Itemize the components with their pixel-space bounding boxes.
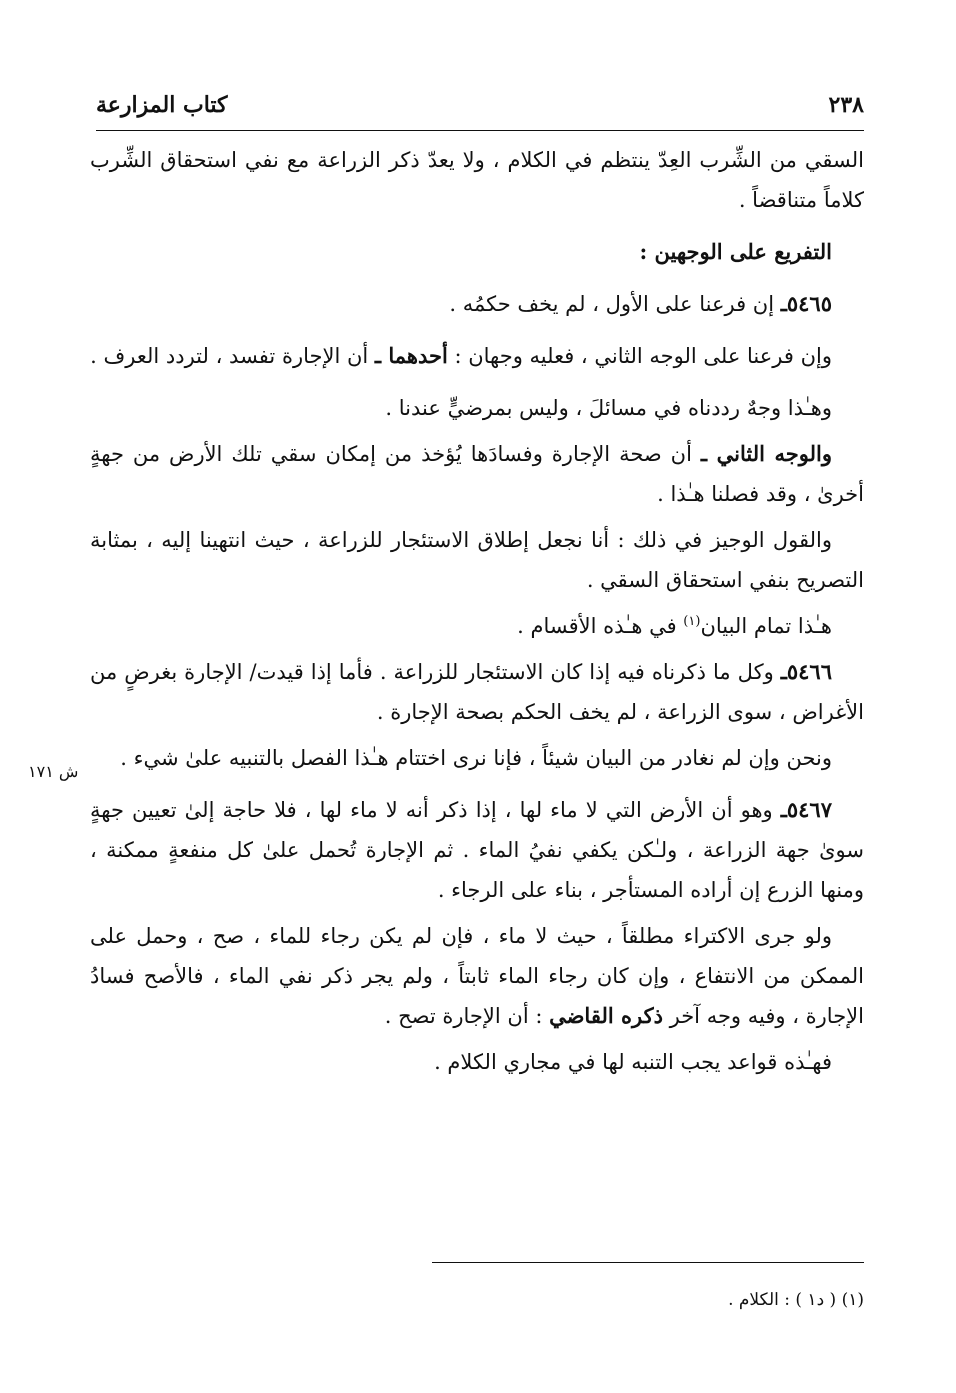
paragraph-text: والقول الوجيز في ذلك : أنا نجعل إطلاق الاستئجار للزراعة ، حيث انتهينا إليه ، بمثابة التصريح بنفي استحقاق السقي . bbox=[90, 528, 864, 592]
section-heading-text: التفريع على الوجهين : bbox=[639, 239, 832, 264]
bold-term: أحدهما ـ bbox=[374, 343, 448, 368]
paragraph-text: في هـٰذه الأقسام . bbox=[517, 614, 684, 638]
issue-number: ٥٤٦٥ـ bbox=[780, 291, 832, 316]
paragraph bbox=[90, 520, 864, 600]
paragraph bbox=[90, 388, 864, 428]
paragraph-text: أن صحة الإجارة وفسادَها يُؤخذ من إمكان سقي تلك الأرض من جهةٍ أخرىٰ ، وقد فصلنا هـٰذا . bbox=[90, 442, 864, 506]
paragraph bbox=[90, 434, 864, 514]
paragraph-text: وكل ما ذكرناه فيه إذا كان الاستئجار للزراعة . فأما إذا قيدت/ الإجارة بغرضٍ من الأغراض ، سوى الزراعة ، لم يخف الحكم بصحة الإجارة . bbox=[90, 660, 864, 724]
bold-term: والوجه الثاني ـ bbox=[700, 441, 832, 466]
paragraph bbox=[90, 606, 864, 646]
paragraph-text: : أن الإجارة تصح . bbox=[384, 1004, 550, 1028]
paragraph-text: فهـٰذه قواعد يجب التنبه لها في مجاري الكلام . bbox=[434, 1050, 832, 1074]
paragraph bbox=[90, 1042, 864, 1082]
paragraph bbox=[90, 916, 864, 1036]
paragraph bbox=[90, 284, 864, 324]
paragraph-text: السقي من الشِّرب العِدّ ينتظم في الكلام ، ولا يعدّ ذكر الزراعة مع نفي استحقاق الشِّرب كلاماً متناقضاً . bbox=[90, 148, 864, 212]
body-text bbox=[90, 140, 864, 1094]
paragraph bbox=[90, 140, 864, 220]
paragraph bbox=[90, 790, 864, 910]
issue-number: ٥٤٦٧ـ bbox=[780, 797, 832, 822]
paragraph-text: وإن فرعنا على الوجه الثاني ، فعليه وجهان : bbox=[447, 344, 832, 368]
paragraph-text: إن فرعنا على الأول ، لم يخف حكمُه . bbox=[449, 292, 781, 316]
page-number: ٢٣٨ bbox=[828, 92, 864, 118]
footnote-marker: (١) bbox=[683, 614, 701, 629]
paragraph-text: هـٰذا تمام البيان bbox=[700, 614, 832, 638]
paragraph-text: ولو جرى الاكتراء مطلقاً ، حيث لا ماء ، فإن لم يكن رجاء للماء ، صح ، وحمل على الممكن من الانتفاع ، وإن كان رجاء الماء ثابتاً ، ولم يجر ذكر نفي الماء ، فالأصح فسادُ الإجارة ، وفيه وجه آخر bbox=[90, 924, 864, 1028]
paragraph-text: أن الإجارة تفسد ، لتردد العرف . bbox=[90, 344, 375, 368]
paragraph bbox=[90, 652, 864, 732]
page-header bbox=[96, 90, 864, 131]
paragraph-text: وهـٰذا وجهٌ رددناه في مسائلَ ، وليس بمرضيٍّ عندنا . bbox=[385, 396, 832, 420]
bold-term: ذكره القاضي bbox=[549, 1003, 663, 1028]
paragraph bbox=[90, 738, 864, 778]
book-title: كتاب المزارعة bbox=[96, 92, 228, 118]
footnote: (١) ( د١ ) : الكلام . bbox=[728, 1290, 864, 1310]
issue-number: ٥٤٦٦ـ bbox=[780, 659, 832, 684]
paragraph-text: ونحن وإن لم نغادر من البيان شيئاً ، فإنا نرى اختتام هـٰذا الفصل بالتنبيه علىٰ شيء . bbox=[120, 746, 832, 770]
paragraph-text: وهو أن الأرض التي لا ماء لها ، إذا ذكر أنه لا ماء لها ، فلا حاجة إلىٰ تعيين جهةٍ سوىٰ جهة الزراعة ، ولـٰكن يكفي نفيُ الماء . ثم الإجارة تُحمل علىٰ كل منفعةٍ ممكنة ، ومنها الزرع إن أراده المستأجر ، بناء على الرجاء . bbox=[90, 798, 864, 902]
paragraph bbox=[90, 336, 864, 376]
footnote-divider bbox=[432, 1262, 864, 1263]
section-heading bbox=[90, 232, 864, 272]
margin-note: ش ١٧١ bbox=[28, 762, 79, 781]
